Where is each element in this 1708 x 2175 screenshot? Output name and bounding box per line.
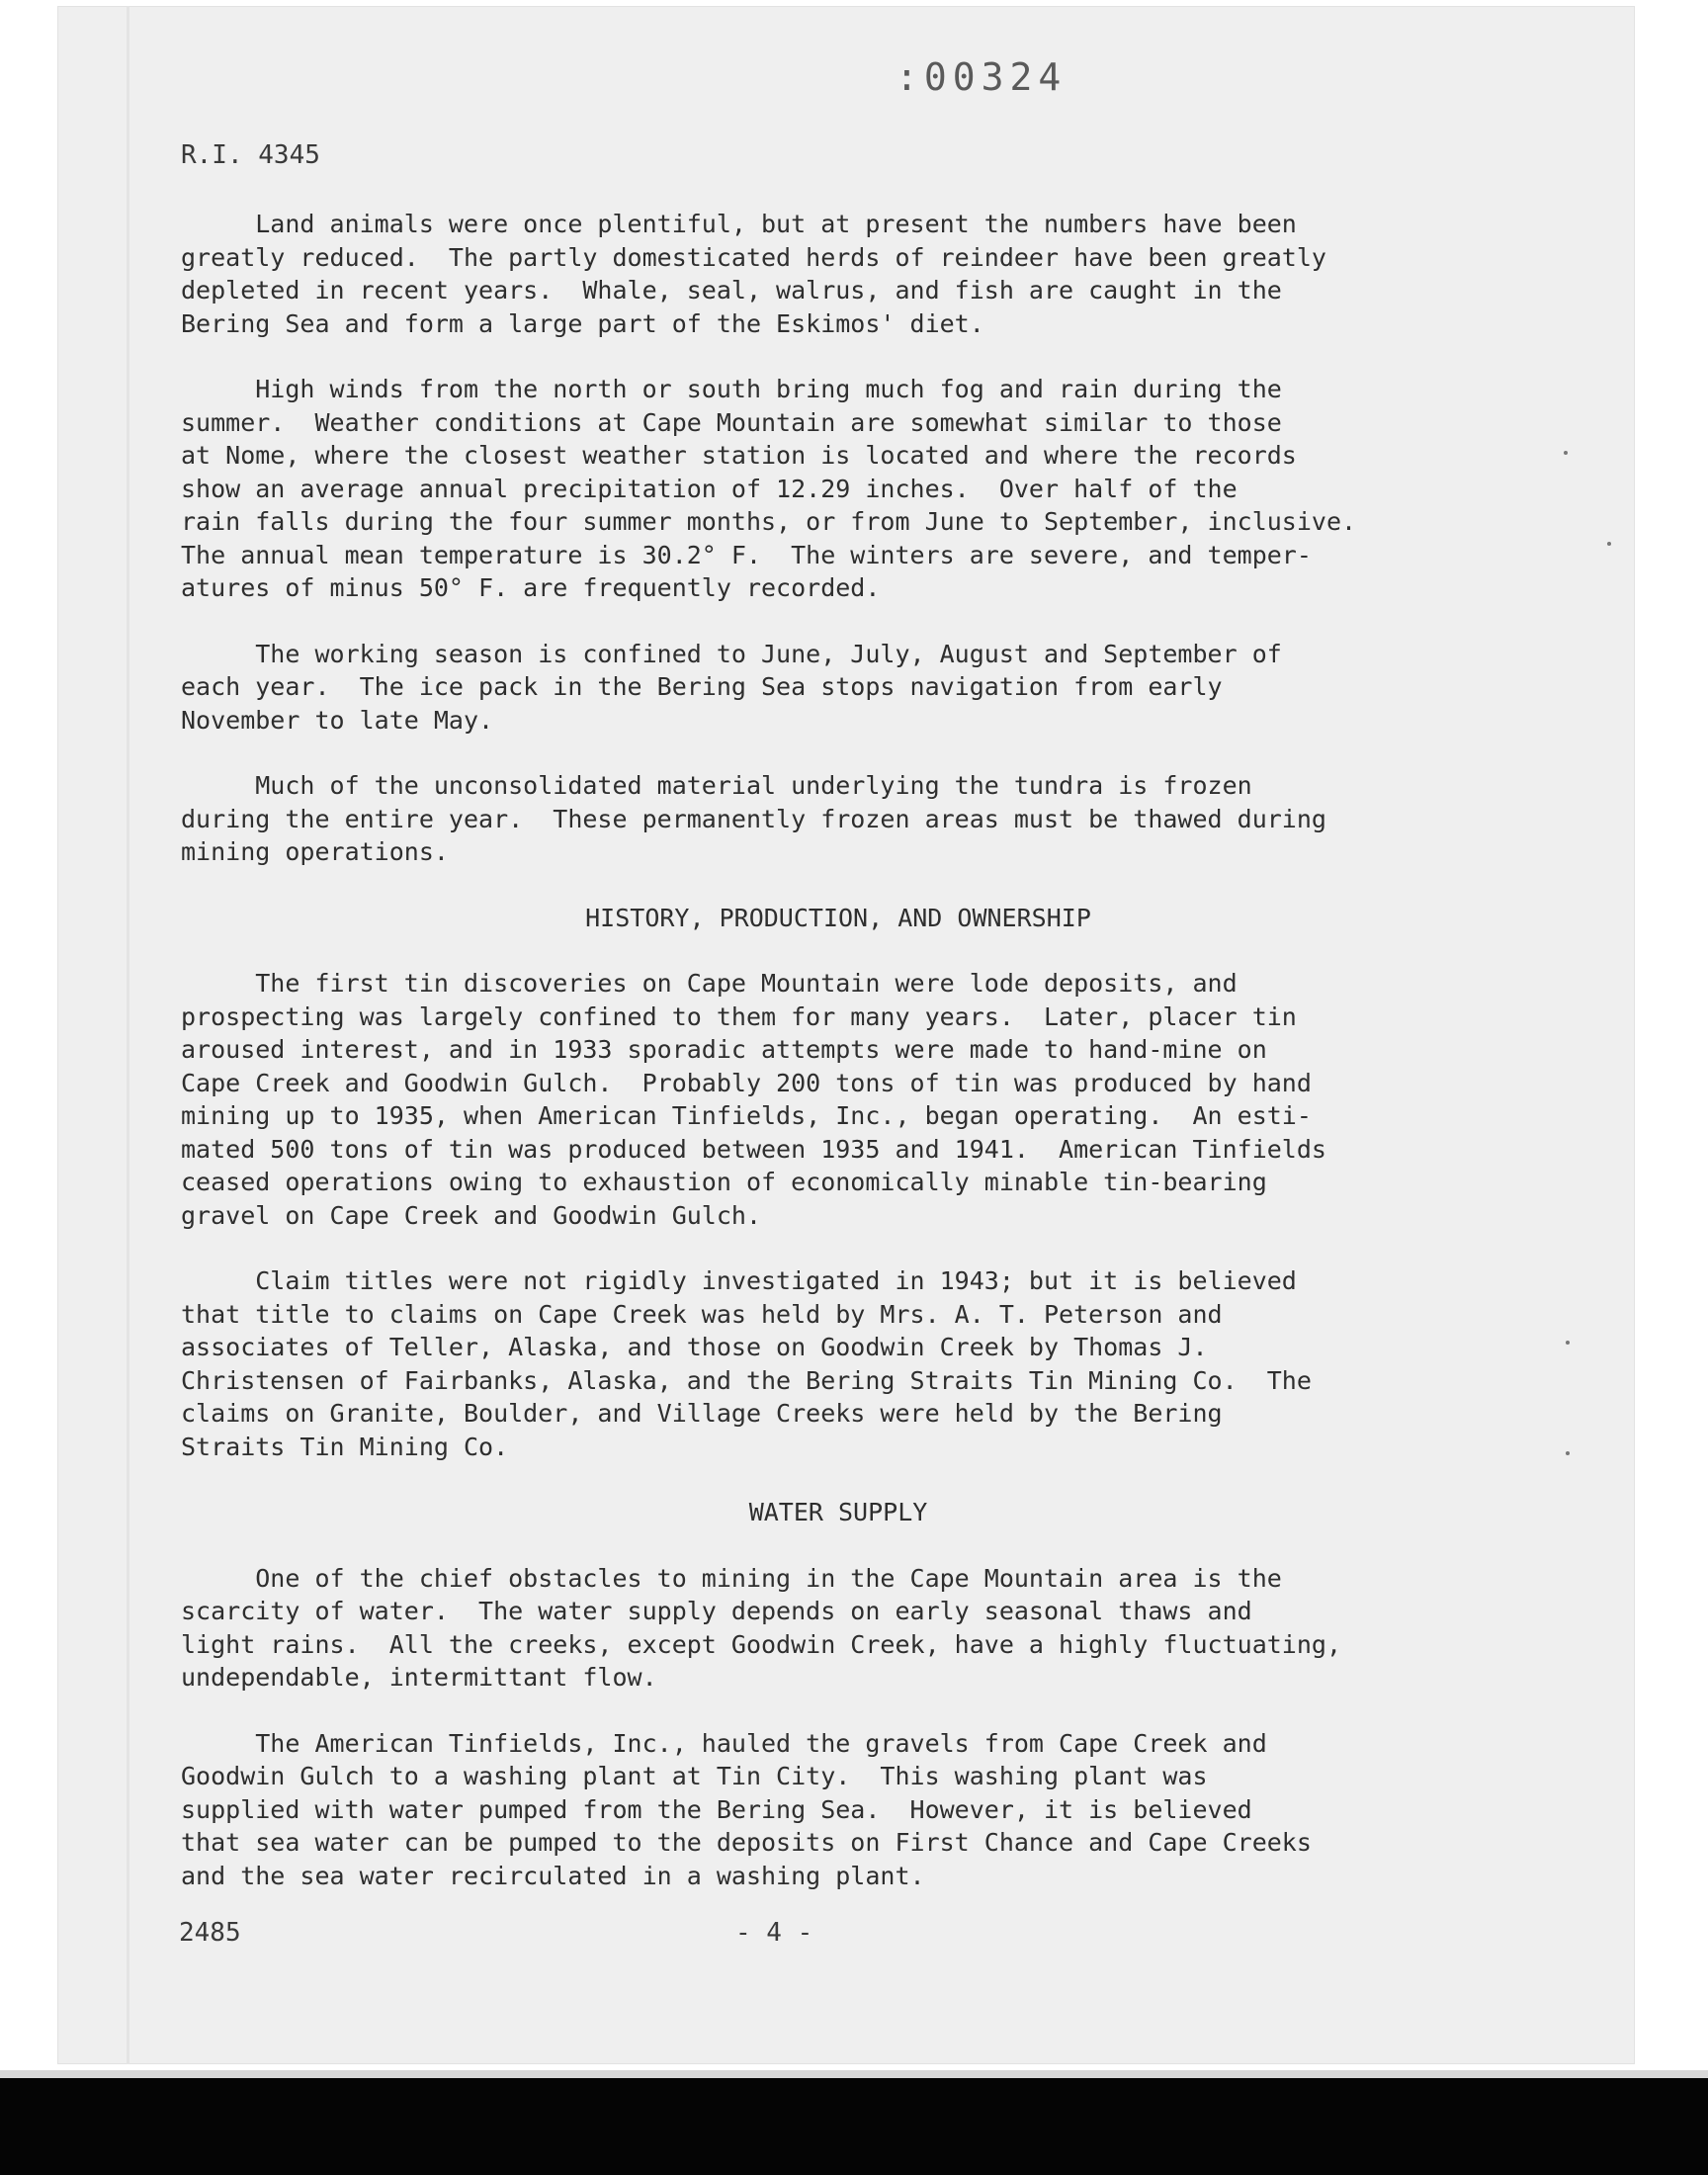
scan-speck xyxy=(1607,542,1611,546)
page-number: - 4 - xyxy=(735,1918,813,1948)
paragraph-tin-discoveries: The first tin discoveries on Cape Mountain were lode deposits, and prospecting was largely confined to them for many years. Later, placer tin aroused interest, and in 1933 sporadic attempts were made to hand-mine on Cape Creek and Goodwin Gulch. Probably 200 tons of tin was produced by hand mining up to 1935, when American Tinfields, Inc., began operating. An esti- mated 500 tons of tin was produced between 1935 and 1941. American Tinfields ceased operations owing to exhaustion of economically minable tin-bearing gravel on Cape Creek and Goodwin Gulch. xyxy=(181,969,1326,1230)
scan-speck xyxy=(1566,1451,1570,1455)
paragraph-frozen-ground: Much of the unconsolidated material underlying the tundra is frozen during the entire year. These permanently frozen areas must be thawed during mining operations. xyxy=(181,771,1326,866)
page-body xyxy=(181,208,1495,1925)
paragraph-washing-plant: The American Tinfields, Inc., hauled the gravels from Cape Creek and Goodwin Gulch to a washing plant at Tin City. This washing plant was supplied with water pumped from the Bering Sea. However, it is believed that sea water can be pumped to the deposits on First Chance and Cape Creeks and the sea water recirculated in a washing plant. xyxy=(181,1728,1312,1890)
section-heading-water-supply: WATER SUPPLY xyxy=(748,1498,928,1526)
paragraph-weather: High winds from the north or south bring much fog and rain during the summer. Weather conditions at Cape Mountain are somewhat similar to those at Nome, where the closest weather station is located and where the records show an average annual precipitation of 12.29 inches. Over half of the rain falls during the four summer months, or from June to September, inclusive. The annual mean temperature is 30.2° F. The winters are severe, and temper- atures of minus 50° F. are frequently recorded. xyxy=(181,375,1357,602)
paragraph-water-obstacles: One of the chief obstacles to mining in the Cape Mountain area is the scarcity of water. The water supply depends on early seasonal thaws and light rains. All the creeks, except Goodwin Creek, have a highly fluctuating, undependable, intermittant flow. xyxy=(181,1563,1341,1692)
report-reference: R.I. 4345 xyxy=(181,140,320,170)
scan-background xyxy=(0,2078,1708,2175)
scan-edge xyxy=(0,2070,1708,2078)
paragraph-claim-titles: Claim titles were not rigidly investigated in 1943; but it is believed that title to claims on Cape Creek was held by Mrs. A. T. Peterson and associates of Teller, Alaska, and those on Goodwin Creek by Thomas J. Christensen of Fairbanks, Alaska, and the Bering Straits Tin Mining Co. The claims on Granite, Boulder, and Village Creeks were held by the Bering Straits Tin Mining Co. xyxy=(181,1266,1312,1461)
scan-speck xyxy=(1564,451,1568,455)
scan-speck xyxy=(1566,1341,1570,1345)
paragraph-land-animals: Land animals were once plentiful, but at present the numbers have been greatly reduced. The partly domesticated herds of reindeer have been greatly depleted in recent years. Whale, seal, walrus, and fish are caught in the Bering Sea and form a large part of the Eskimos' diet. xyxy=(181,210,1326,338)
document-number: :00324 xyxy=(896,55,1068,99)
footer-code: 2485 xyxy=(179,1918,241,1948)
section-heading-history: HISTORY, PRODUCTION, AND OWNERSHIP xyxy=(585,903,1091,932)
paragraph-working-season: The working season is confined to June, July, August and September of each year. The ice pack in the Bering Sea stops navigation from early November to late May. xyxy=(181,639,1282,735)
page-edge xyxy=(127,6,129,2064)
